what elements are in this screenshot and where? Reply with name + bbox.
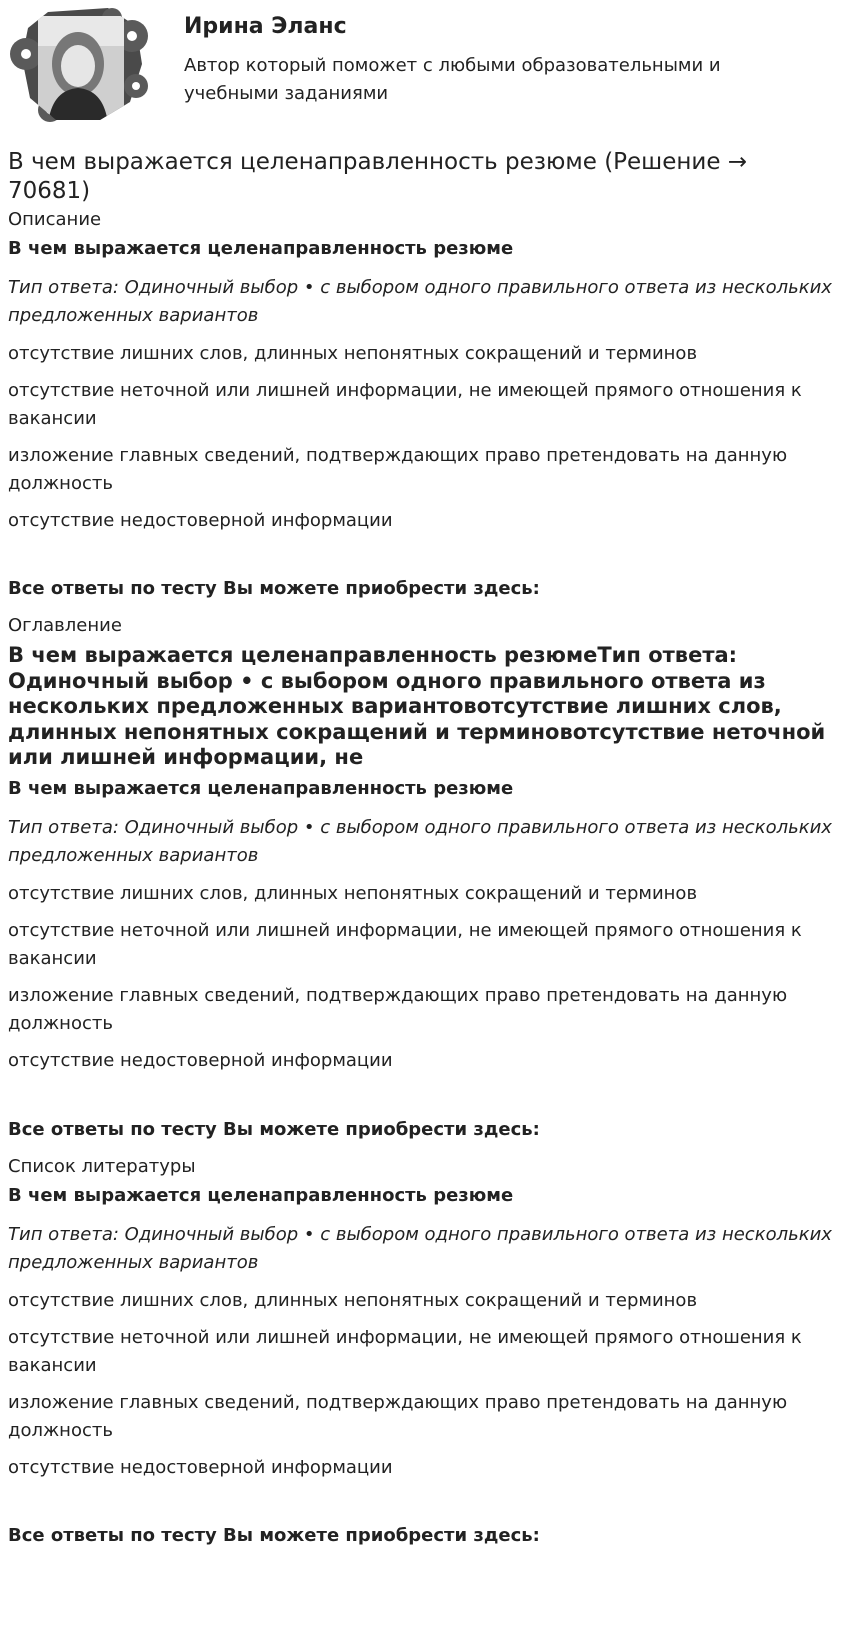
answer-option: отсутствие неточной или лишней информации, не имеющей прямого отношения к вакансии bbox=[8, 380, 802, 429]
answer-option: отсутствие недостоверной информации bbox=[8, 510, 393, 531]
answer-option: отсутствие лишних слов, длинных непонятных сокращений и терминов bbox=[8, 343, 698, 364]
author-description: Автор который поможет с любыми образовательными и учебными заданиями bbox=[184, 55, 721, 104]
answer-option: отсутствие недостоверной информации bbox=[8, 1049, 393, 1071]
toc-heading: В чем выражается целенаправленность резюмеТип ответа: Одиночный выбор • с выбором одного правильного ответа из нескольких предложенных вариантовотсутствие лишних слов, длинных непонятных сокращений и терминовотсутствие неточной или лишней информации, не bbox=[8, 643, 826, 770]
question-type: Тип ответа: Одиночный выбор • с выбором одного правильного ответа из нескольких предложенных вариантов bbox=[8, 1224, 832, 1273]
author-name[interactable]: Ирина Эланс bbox=[184, 14, 347, 39]
section-label-literature: Список литературы bbox=[8, 1156, 196, 1177]
buy-answers-text: Все ответы по тесту Вы можете приобрести здесь: bbox=[8, 578, 540, 599]
question-type: Тип ответа: Одиночный выбор • с выбором одного правильного ответа из нескольких предложенных вариантов bbox=[8, 816, 832, 866]
author-avatar[interactable] bbox=[8, 6, 150, 124]
question-title: В чем выражается целенаправленность резюме bbox=[8, 238, 514, 259]
answer-option: отсутствие неточной или лишней информации, не имеющей прямого отношения к вакансии bbox=[8, 919, 802, 969]
answer-option: отсутствие лишних слов, длинных непонятных сокращений и терминов bbox=[8, 1290, 698, 1311]
page-title: В чем выражается целенаправленность резюме (Решение → 70681) bbox=[8, 149, 748, 204]
section-label-toc: Оглавление bbox=[8, 615, 122, 636]
section-label-description: Описание bbox=[8, 209, 102, 230]
answer-option: изложение главных сведений, подтверждающих право претендовать на данную должность bbox=[8, 984, 788, 1034]
buy-answers-text: Все ответы по тесту Вы можете приобрести здесь: bbox=[8, 1525, 540, 1546]
answer-option: изложение главных сведений, подтверждающих право претендовать на данную должность bbox=[8, 1392, 788, 1441]
description-section bbox=[8, 208, 838, 544]
toc-section bbox=[8, 614, 838, 1084]
question-title: В чем выражается целенаправленность резюме bbox=[8, 1185, 514, 1206]
question-title: В чем выражается целенаправленность резюме bbox=[8, 777, 514, 799]
author-card bbox=[8, 6, 838, 126]
answer-option: отсутствие недостоверной информации bbox=[8, 1457, 393, 1478]
question-type: Тип ответа: Одиночный выбор • с выбором одного правильного ответа из нескольких предложенных вариантов bbox=[8, 277, 832, 326]
answer-option: отсутствие неточной или лишней информации, не имеющей прямого отношения к вакансии bbox=[8, 1327, 802, 1376]
answer-option: отсутствие лишних слов, длинных непонятных сокращений и терминов bbox=[8, 882, 698, 904]
literature-section bbox=[8, 1155, 838, 1491]
buy-answers-text: Все ответы по тесту Вы можете приобрести здесь: bbox=[8, 1119, 540, 1140]
answer-option: изложение главных сведений, подтверждающих право претендовать на данную должность bbox=[8, 445, 788, 494]
